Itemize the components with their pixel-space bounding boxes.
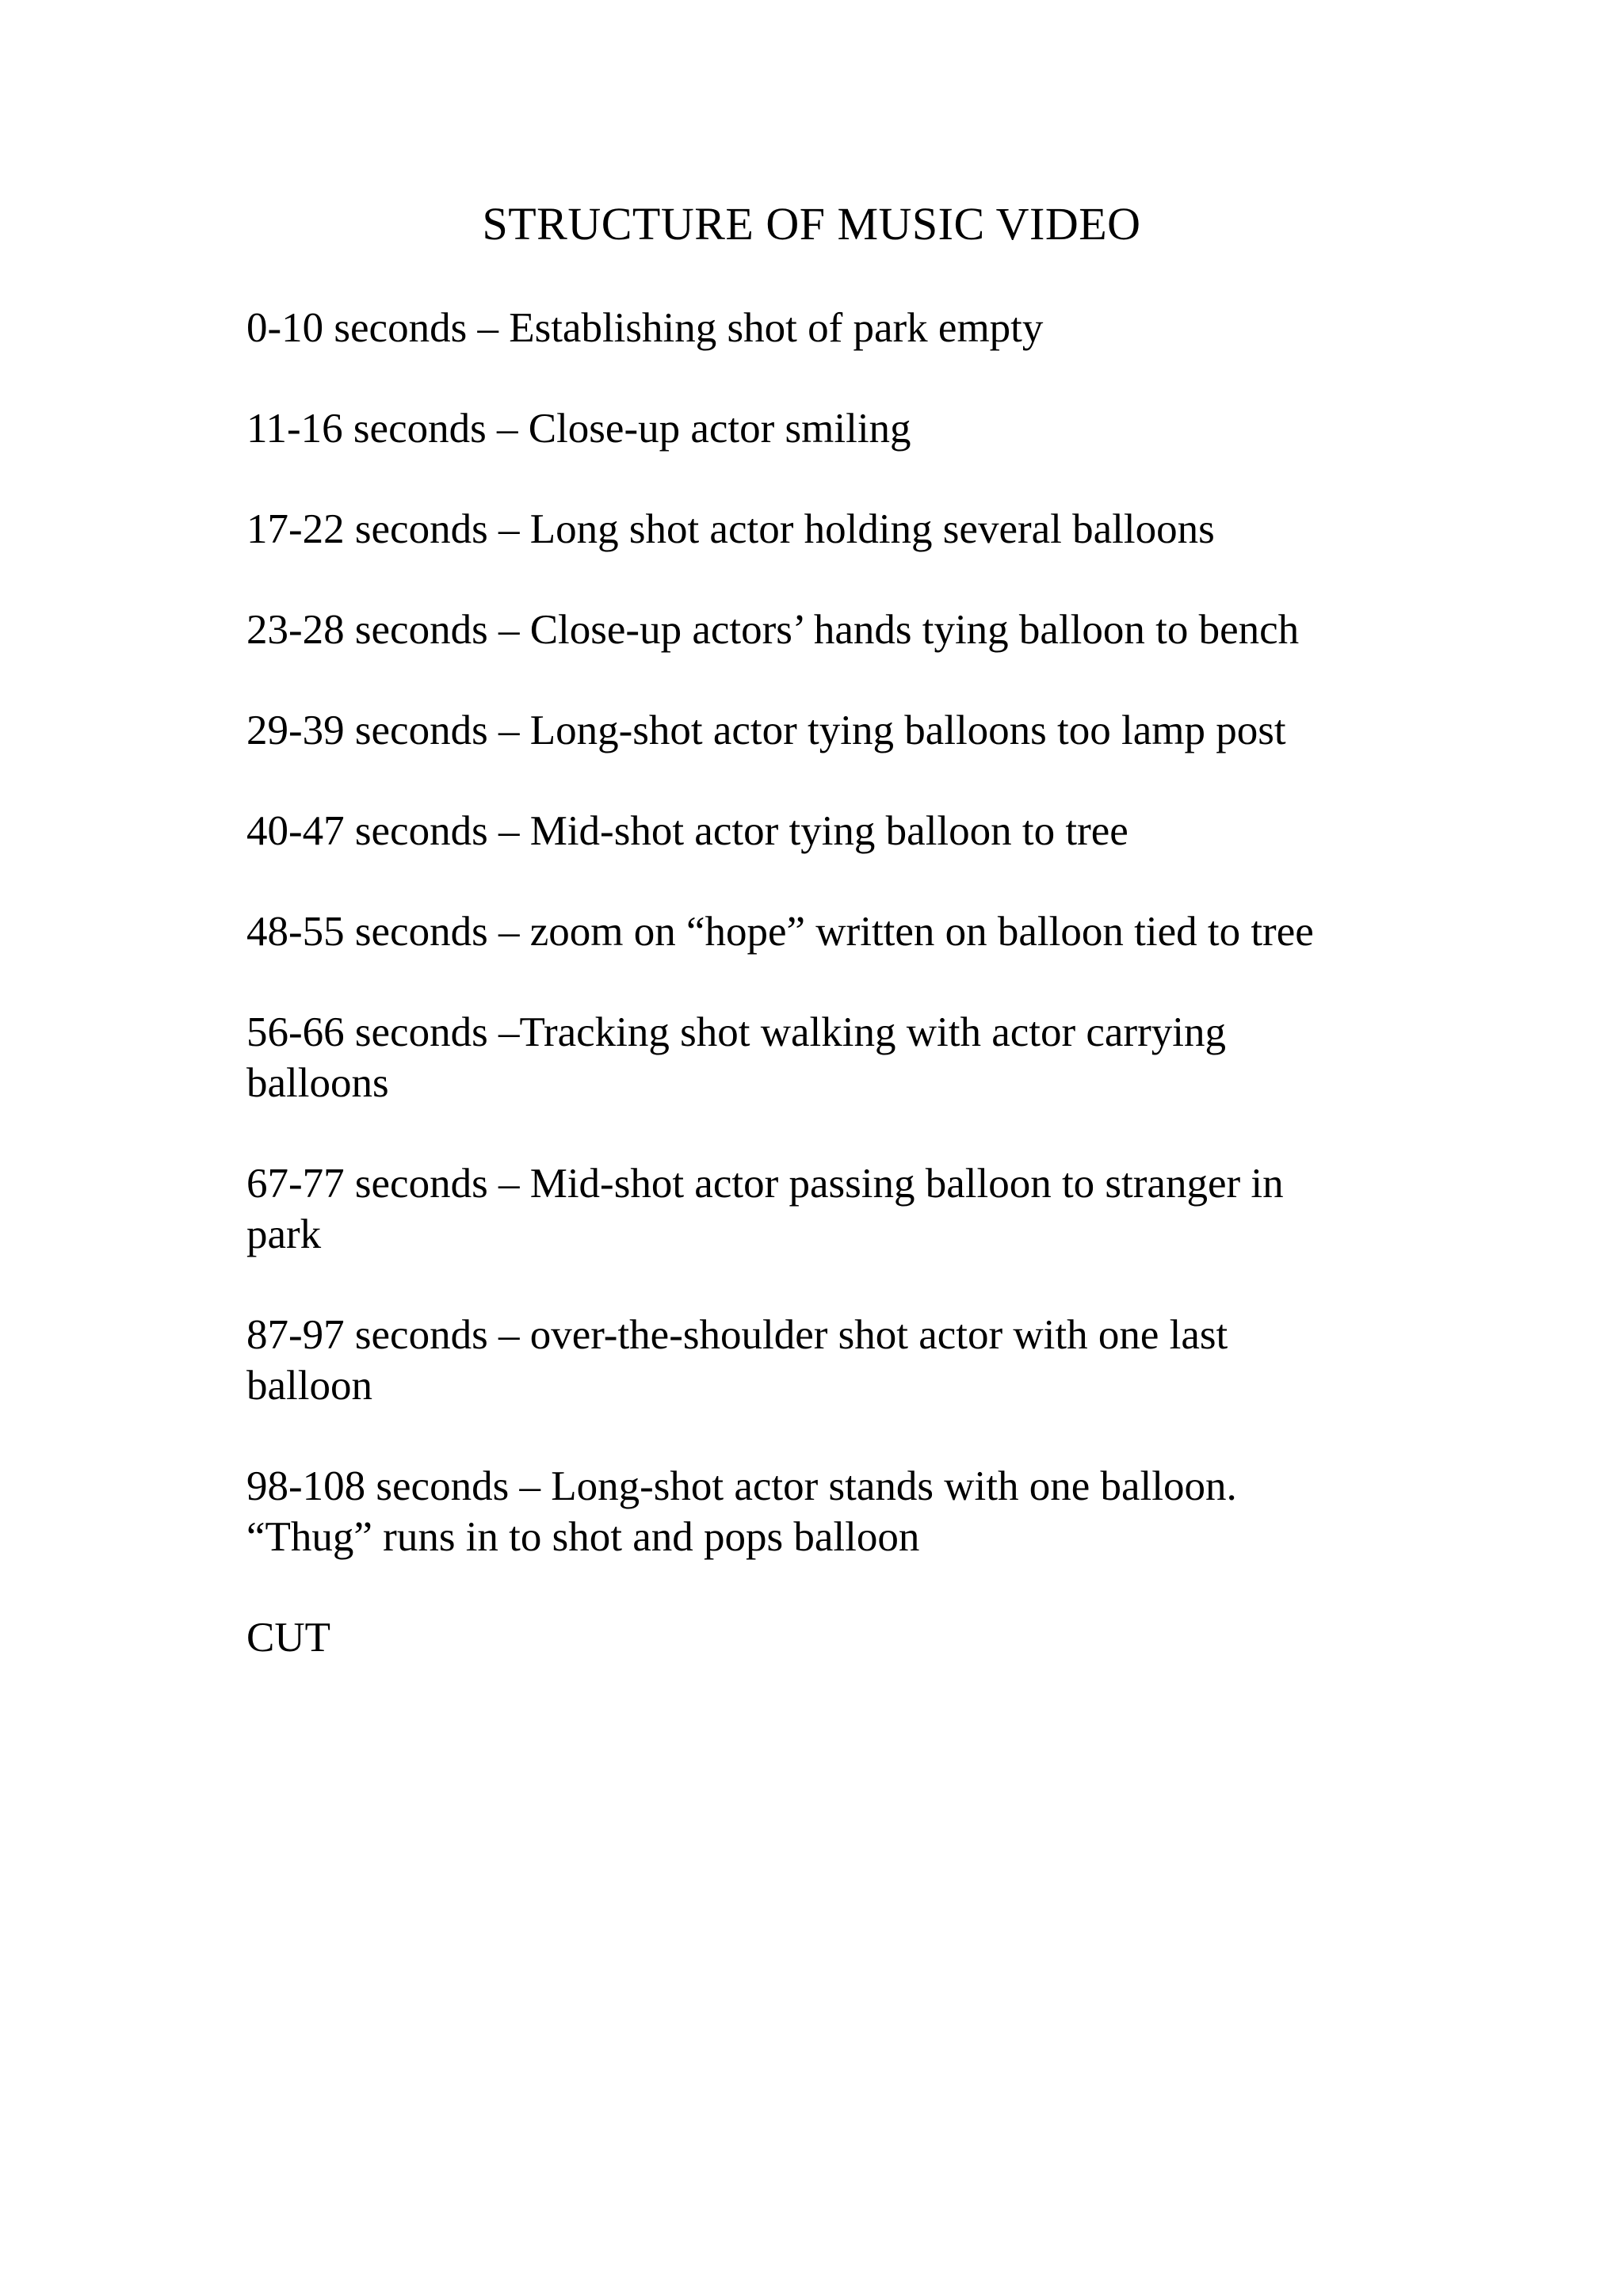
shot-entry: [246, 504, 1396, 555]
shot-entry: [246, 1310, 1396, 1411]
shot-entry-line: 67-77 seconds – Mid-shot actor passing balloon to stranger in: [246, 1161, 1284, 1207]
shot-entry-line: 23-28 seconds – Close-up actors’ hands tying balloon to bench: [246, 607, 1300, 653]
shot-entry-line: 17-22 seconds – Long shot actor holding several balloons: [246, 506, 1215, 552]
shot-entry-line: 29-39 seconds – Long-shot actor tying balloons too lamp post: [246, 707, 1286, 753]
shot-entry-line: 11-16 seconds – Close-up actor smiling: [246, 406, 911, 452]
shot-entry-line: 87-97 seconds – over-the-shoulder shot actor with one last: [246, 1312, 1228, 1358]
shot-entry: [246, 1007, 1396, 1108]
shot-entry-line: balloons: [246, 1060, 389, 1106]
shot-entry: [246, 906, 1396, 957]
shot-entry: [246, 1461, 1396, 1562]
shot-entry: [246, 403, 1396, 454]
shot-list: [246, 303, 1396, 1663]
shot-entry-line: park: [246, 1211, 322, 1257]
closing-cut: CUT: [246, 1615, 330, 1661]
shot-entry-line: 0-10 seconds – Establishing shot of park empty: [246, 305, 1044, 351]
document-title: STRUCTURE OF MUSIC VIDEO: [482, 198, 1141, 250]
shot-entry: [246, 1158, 1396, 1260]
shot-entry-line: 56-66 seconds –Tracking shot walking with actor carrying: [246, 1009, 1226, 1055]
shot-entry-line: “Thug” runs in to shot and pops balloon: [246, 1514, 920, 1560]
shot-entry-line: balloon: [246, 1363, 372, 1409]
shot-entry: [246, 705, 1396, 756]
shot-entry: [246, 605, 1396, 655]
shot-entry-line: 48-55 seconds – zoom on “hope” written on balloon tied to tree: [246, 909, 1314, 955]
shot-entry: [246, 806, 1396, 856]
shot-entry-line: 98-108 seconds – Long-shot actor stands with one balloon.: [246, 1463, 1237, 1509]
shot-entry: [246, 303, 1396, 353]
shot-entry-line: 40-47 seconds – Mid-shot actor tying balloon to tree: [246, 808, 1128, 854]
